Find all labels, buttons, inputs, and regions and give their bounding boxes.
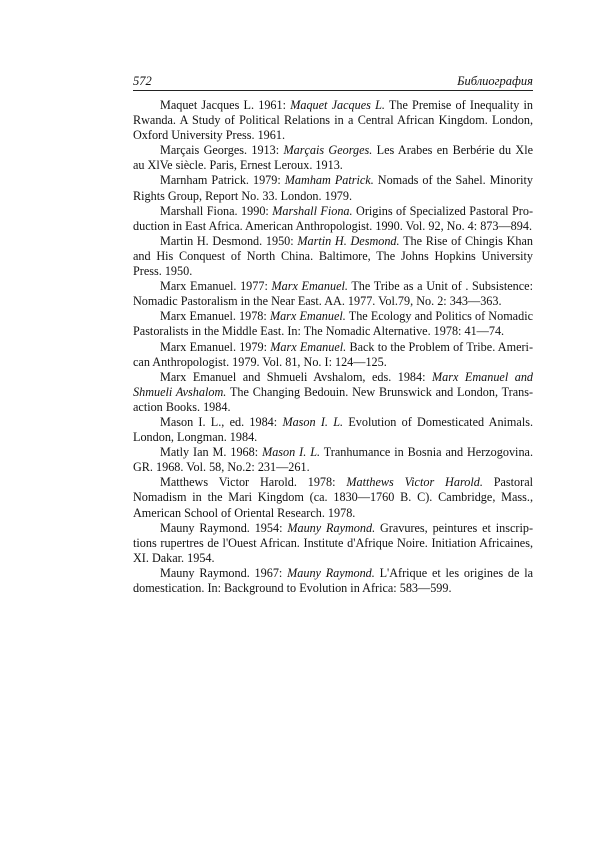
bibliography-entry: Marx Emanuel and Shmueli Avshalom, eds. 1984: Marx Emanuel and Shmueli Avshalom. The Changing Bedouin. New Brunswick and London, Transaction Books. 1984. [133, 369, 534, 414]
bibliography-entry: Marshall Fiona. 1990: Marshall Fiona. Origins of Specialized Pastoral Production in East Africa. American Anthropologist. 1990. Vol. 92, No. 4: 873—894. [133, 203, 533, 233]
bibliography-entry: Martin H. Desmond. 1950: Martin H. Desmond. The Rise of Chingis Khan and His Conquest of North China. Baltimore, The Johns Hopkins University Press. 1950. [133, 233, 533, 279]
bibliography-entry: Marx Emanuel. 1979: Marx Emanuel. Back to the Problem of Tribe. American Anthropologist. 1979. Vol. 81, No. I: 124—125. [133, 339, 533, 369]
bibliography-entry: Mauny Raymond. 1967: Mauny Raymond. L'Afrique et les origines de la domestication. In: Background to Evolution in Africa: 583—599. [133, 565, 534, 595]
bibliography-entry: Marçais Georges. 1913: Marçais Georges. Les Arabes en Berbérie du Xle au XlVe siècle. Paris, Ernest Leroux. 1913. [133, 143, 533, 173]
running-title: Библиография [457, 74, 533, 88]
bibliography-entry: Marx Emanuel. 1978: Marx Emanuel. The Ecology and Politics of Nomadic Pastoralists in the Middle East. In: The Nomadic Alternative. 1978: 41—74. [133, 309, 533, 339]
bibliography-list [133, 98, 533, 596]
page-number: 572 [133, 74, 152, 88]
bibliography-entry: Mauny Raymond. 1954: Mauny Raymond. Gravures, peintures et inscriptions rupertres de l'Ouest African. Institute d'Afrique Noire. Initiation Africaines, XI. Dakar. 1954. [133, 520, 534, 565]
bibliography-entry: Maquet Jacques L. 1961: Maquet Jacques L. The Premise of Inequality in Rwanda. A Study of Political Relations in a Central African Kingdom. London, Oxford University Press. 1961. [133, 98, 533, 143]
bibliography-entry: Marx Emanuel. 1977: Marx Emanuel. The Tribe as a Unit of . Subsistence: Nomadic Pastoralism in the Near East. AA. 1977. Vol.79, No. 2: 343—363. [133, 279, 533, 309]
header-rule [133, 90, 533, 91]
bibliography-entry: Matthews Victor Harold. 1978: Matthews Victor Harold. Pastoral Nomadism in the Mari Kingdom (ca. 1830—1760 B. C). Cambridge, Mass., American School of Oriental Research. 1978. [133, 475, 534, 520]
bibliography-entry: Matly Ian M. 1968: Mason I. L. Tranhumance in Bosnia and Herzogovina. GR. 1968. Vol. 58, No.2: 231—261. [133, 445, 533, 475]
bibliography-entry: Marnham Patrick. 1979: Mamham Patrick. Nomads of the Sahel. Minority Rights Group, Report No. 33. London. 1979. [133, 173, 533, 203]
bibliography-entry: Mason I. L., ed. 1984: Mason I. L. Evolution of Domesticated Animals. London, Longman. 1984. [133, 414, 534, 445]
